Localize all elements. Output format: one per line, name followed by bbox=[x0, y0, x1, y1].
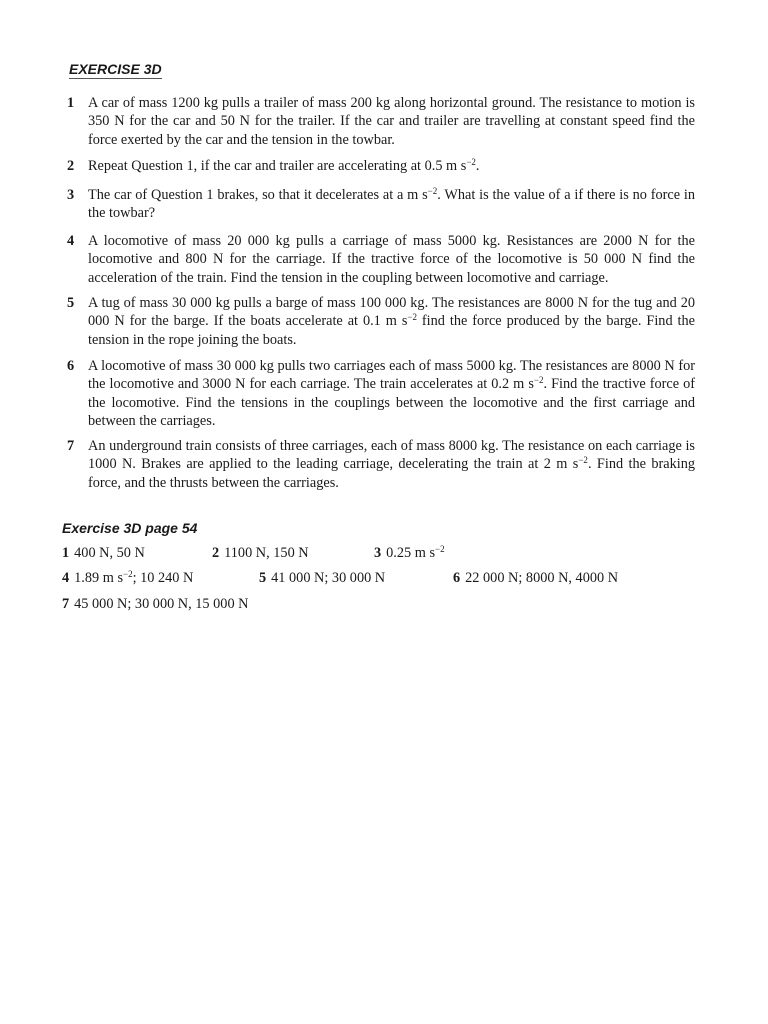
question-text-part: The car of Question 1 brakes, so that it decelerates at a m s bbox=[88, 187, 428, 203]
answer-text: 1100 N, 150 N bbox=[224, 545, 309, 561]
superscript: −2 bbox=[435, 544, 445, 554]
answer-6 bbox=[453, 569, 618, 587]
answer-text: 45 000 N; 30 000 N, 15 000 N bbox=[74, 596, 249, 612]
question-text bbox=[88, 357, 695, 430]
question-3 bbox=[67, 186, 695, 223]
answer-text: ; 10 240 N bbox=[132, 570, 194, 586]
question-number: 1 bbox=[67, 95, 75, 111]
question-text-part: An underground train consists of three carriages, each of mass 8000 kg. The resistance on each carriage is 1000 N. Brakes are applied to the leading carriage, decelerating the train at 2 m s bbox=[88, 438, 695, 473]
question-text-part: Repeat Question 1, if the car and trailer are accelerating at 0.5 m s bbox=[88, 158, 467, 174]
question-1 bbox=[67, 94, 695, 149]
answer-text: 0.25 m s bbox=[386, 545, 436, 561]
question-text-part: . Find the tractive force of the locomotive. Find the tensions in the couplings between the locomotive and the first carriage and between the carriages. bbox=[88, 376, 696, 429]
question-number: 6 bbox=[67, 358, 75, 374]
superscript: −2 bbox=[427, 186, 438, 196]
answer-4 bbox=[62, 569, 193, 587]
question-2 bbox=[67, 157, 695, 175]
question-4 bbox=[67, 232, 695, 287]
superscript: −2 bbox=[407, 312, 417, 323]
question-number: 3 bbox=[67, 187, 75, 203]
question-text-part: . Find the braking force, and the thrusts between the carriages. bbox=[88, 456, 696, 491]
answer-text: 400 N, 50 N bbox=[74, 545, 145, 561]
answer-number: 4 bbox=[62, 570, 70, 586]
question-number: 7 bbox=[67, 438, 75, 454]
question-number: 5 bbox=[67, 295, 75, 311]
answer-5 bbox=[259, 569, 385, 587]
answer-2 bbox=[212, 544, 309, 562]
answer-text: 1.89 m s bbox=[74, 570, 124, 586]
question-number: 2 bbox=[67, 158, 75, 174]
answer-7 bbox=[62, 595, 249, 613]
superscript: −2 bbox=[123, 569, 133, 579]
question-7 bbox=[67, 437, 695, 492]
question-text bbox=[88, 157, 695, 175]
question-number: 4 bbox=[67, 233, 75, 249]
answer-number: 6 bbox=[453, 570, 461, 586]
superscript: −2 bbox=[533, 375, 544, 386]
superscript: −2 bbox=[578, 455, 588, 466]
question-text: A car of mass 1200 kg pulls a trailer of mass 200 kg along horizontal ground. The resistance to motion is 350 N for the car and 50 N for the trailer. If the car and trailer are travelling at constant speed find the force exerted by the car and the tension in the towbar. bbox=[88, 95, 695, 148]
question-text bbox=[88, 294, 695, 349]
question-text-part: find the force produced by the barge. Find the tension in the rope joining the boats. bbox=[88, 313, 695, 348]
superscript: −2 bbox=[466, 157, 476, 167]
question-text-part: . bbox=[475, 158, 480, 174]
question-text bbox=[88, 437, 695, 492]
question-text-part: . What is the value of a if there is no force in the towbar? bbox=[88, 187, 695, 222]
exercise-heading: EXERCISE 3D bbox=[69, 61, 162, 77]
answers-heading: Exercise 3D page 54 bbox=[62, 520, 198, 536]
question-text bbox=[88, 186, 695, 223]
answer-1 bbox=[62, 544, 145, 562]
question-6 bbox=[67, 357, 695, 430]
answer-3 bbox=[374, 544, 445, 562]
answer-number: 3 bbox=[374, 545, 382, 561]
answer-number: 1 bbox=[62, 545, 70, 561]
answer-number: 5 bbox=[259, 570, 267, 586]
question-text: A locomotive of mass 20 000 kg pulls a carriage of mass 5000 kg. Resistances are 2000 N for the locomotive and 800 N for the carriage. If the tractive force of the locomotive is 50 000 N find the acceleration of the train. Find the tension in the coupling between locomotive and carriage. bbox=[88, 233, 695, 286]
answer-text: 41 000 N; 30 000 N bbox=[271, 570, 386, 586]
question-text-part: A tug of mass 30 000 kg pulls a barge of mass 100 000 kg. The resistances are 8000 N for the tug and 20 000 N for the barge. If the boats accelerate at 0.1 m s bbox=[88, 295, 695, 330]
question-5 bbox=[67, 294, 695, 349]
question-text-part: A locomotive of mass 30 000 kg pulls two carriages each of mass 5000 kg. The resistances are 8000 N for the locomotive and 3000 N for each carriage. The train accelerates at 0.2 m s bbox=[88, 358, 695, 393]
answer-number: 2 bbox=[212, 545, 220, 561]
answer-text: 22 000 N; 8000 N, 4000 N bbox=[465, 570, 619, 586]
answer-number: 7 bbox=[62, 596, 70, 612]
